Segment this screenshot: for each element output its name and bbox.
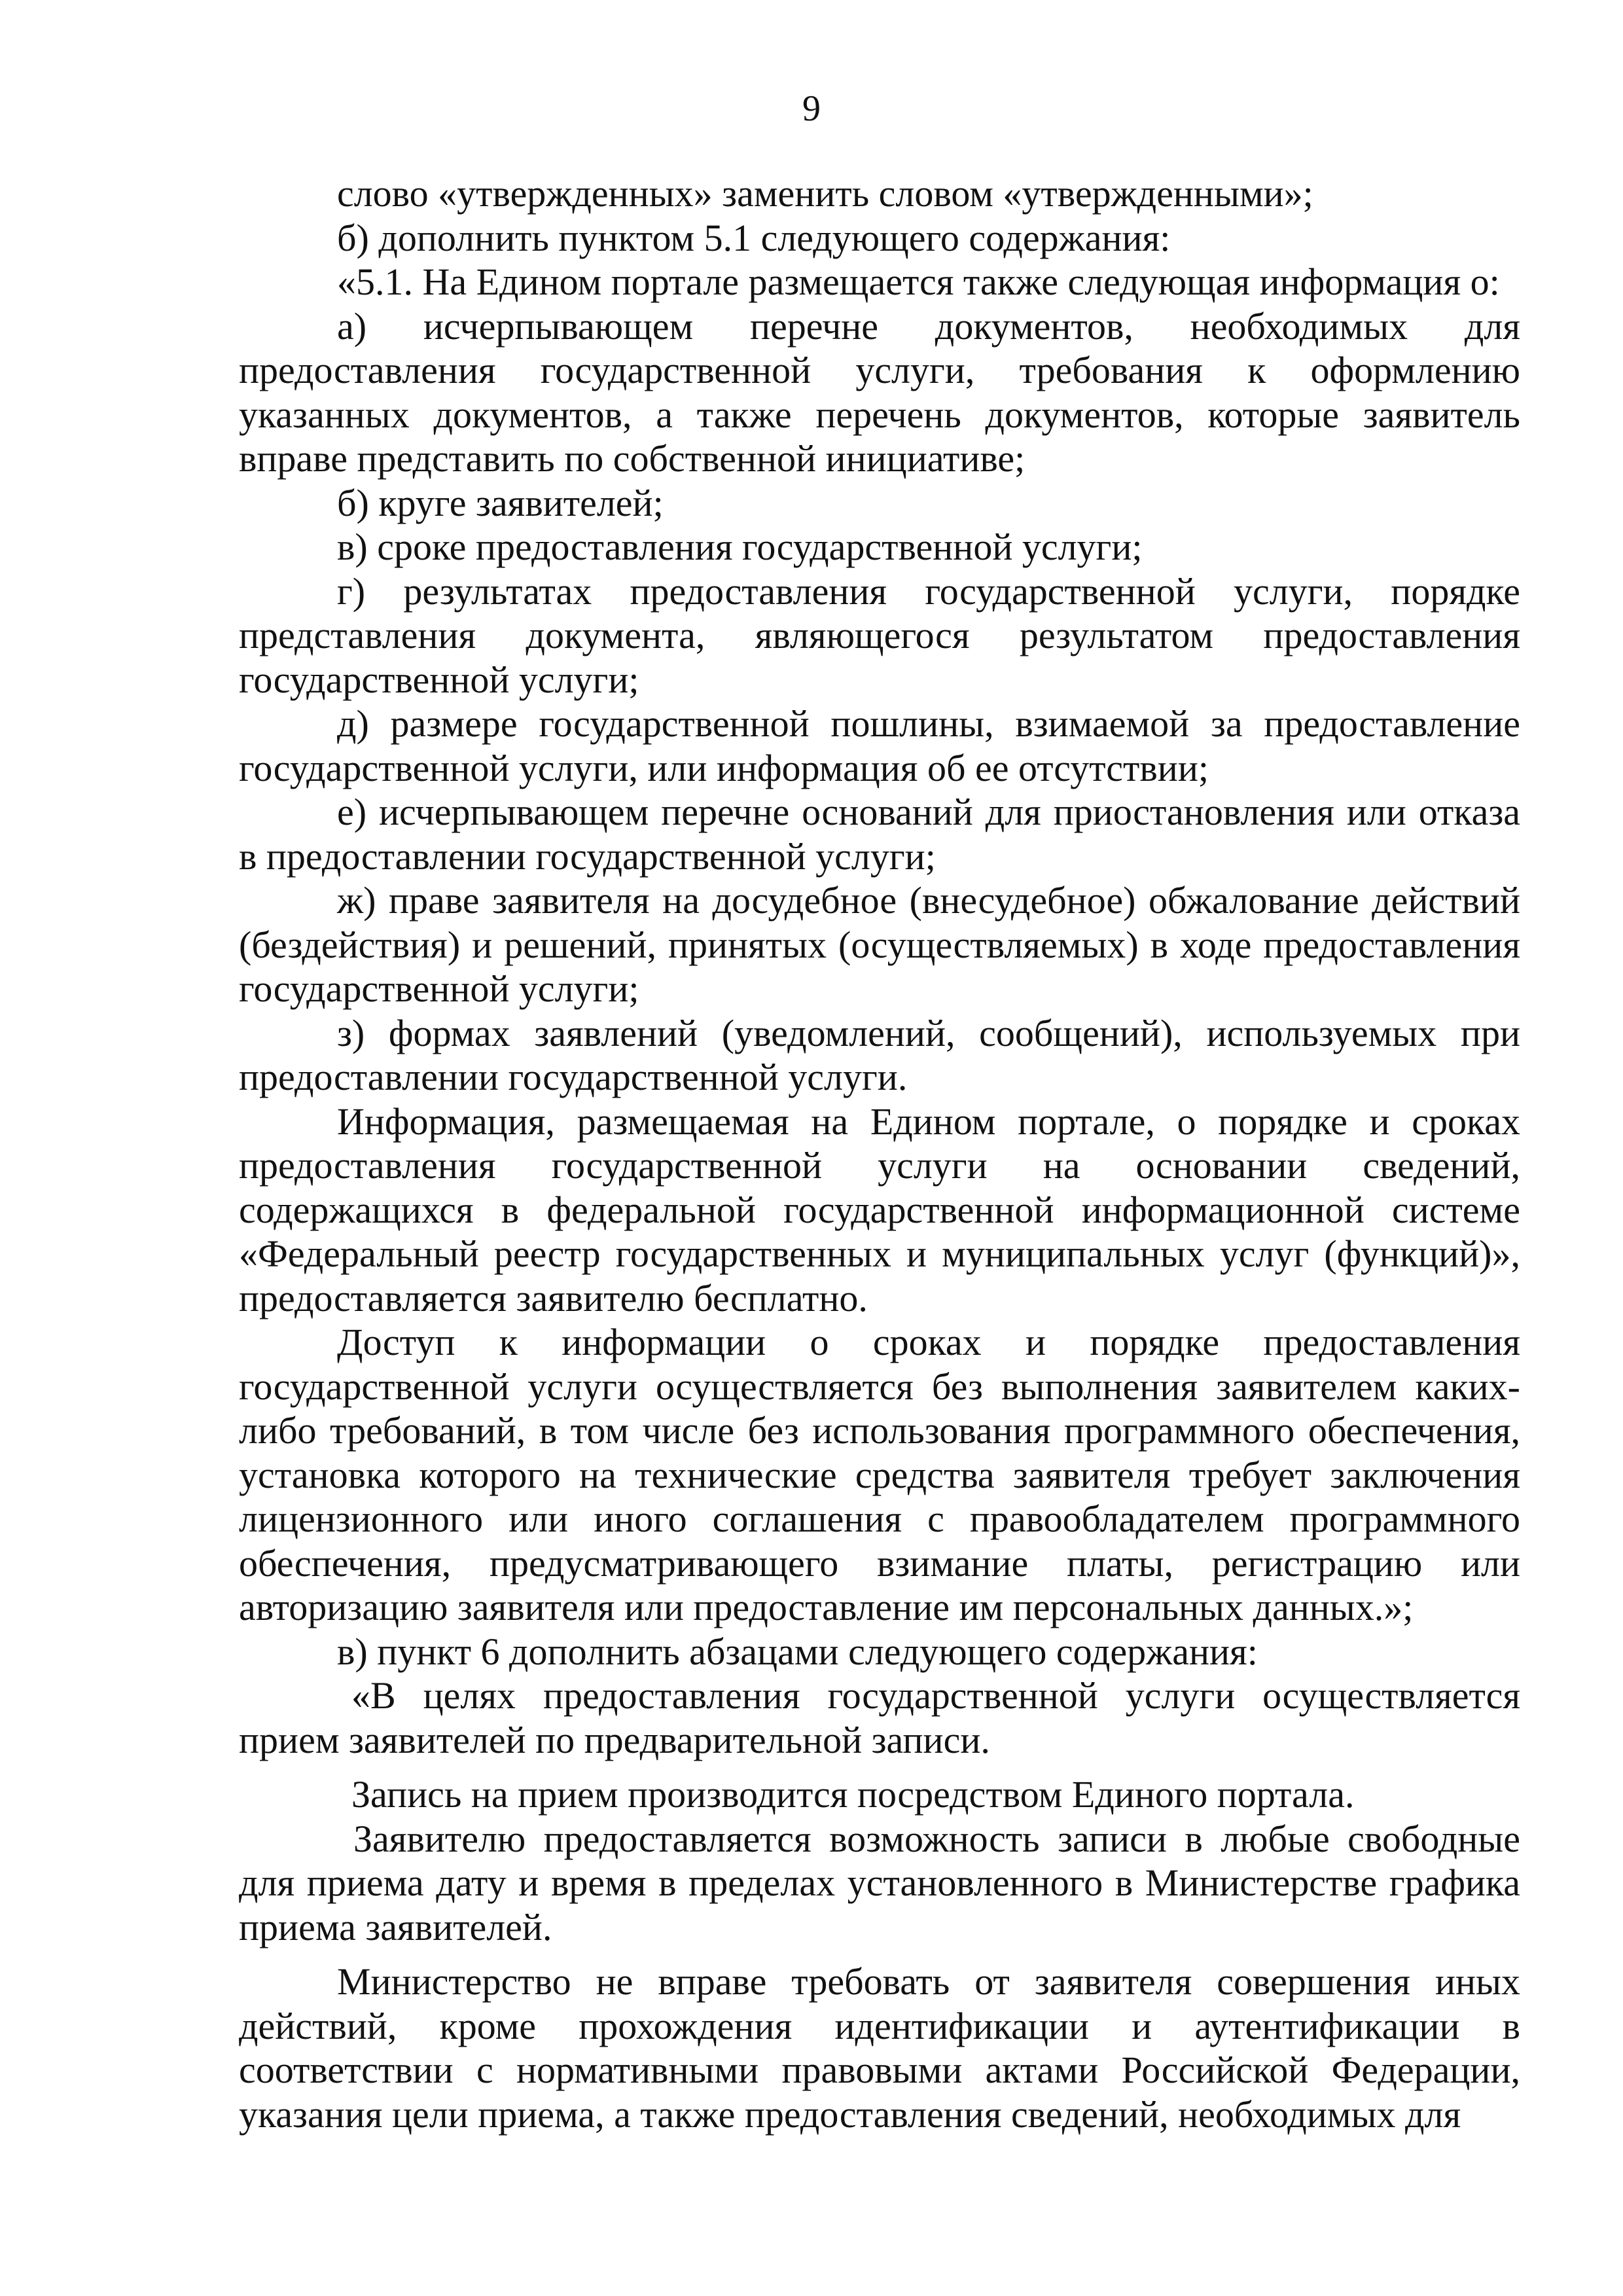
paragraph: ж) праве заявителя на досудебное (внесудебное) обжалование действий (бездействия) и решений, принятых (осуществляемых) в ходе предоставления государственной услуги;: [239, 879, 1520, 1010]
page-number: 9: [802, 88, 821, 129]
paragraph: в) пункт 6 дополнить абзацами следующего содержания:: [337, 1630, 1258, 1673]
paragraph: б) круге заявителей;: [337, 481, 664, 524]
paragraph: Запись на прием производится посредством Единого портала.: [351, 1773, 1355, 1816]
paragraph: слово «утвержденных» заменить словом «утвержденными»;: [337, 172, 1313, 215]
paragraph: «5.1. На Едином портале размещается также следующая информация о:: [337, 260, 1500, 303]
paragraph: «В целях предоставления государственной услуги осуществляется прием заявителей по предварительной записи.: [239, 1674, 1520, 1761]
paragraph: е) исчерпывающем перечне оснований для приостановления или отказа в предоставлении государственной услуги;: [239, 791, 1520, 878]
paragraph: Информация, размещаемая на Едином портале, о порядке и сроках предоставления государственной услуги на основании сведений, содержащихся в федеральной государственной информационной системе «Федеральный реестр государственных и муниципальных услуг (функций)», предоставляется заявителю бесплатно.: [239, 1100, 1520, 1319]
document-body: [239, 171, 1520, 2136]
paragraph: а) исчерпывающем перечне документов, необходимых для предоставления государственной услуги, требования к оформлению указанных документов, а также перечень документов, которые заявитель вправе представить по собственной инициативе;: [239, 304, 1520, 480]
paragraph: д) размере государственной пошлины, взимаемой за предоставление государственной услуги, или информация об ее отсутствии;: [239, 702, 1520, 789]
paragraph: б) дополнить пунктом 5.1 следующего содержания:: [337, 216, 1171, 259]
paragraph: Доступ к информации о сроках и порядке предоставления государственной услуги осуществляется без выполнения заявителем каких-либо требований, в том числе без использования программного обеспечения, установка которого на технические средства заявителя требует заключения лицензионного или иного соглашения с правообладателем программного обеспечения, предусматривающего взимание платы, регистрацию или авторизацию заявителя или предоставление им персональных данных.»;: [239, 1321, 1520, 1628]
paragraph: Заявителю предоставляется возможность записи в любые свободные для приема дату и время в пределах установленного в Министерстве графика приема заявителей.: [239, 1817, 1520, 1948]
paragraph: Министерство не вправе требовать от заявителя совершения иных действий, кроме прохождения идентификации и аутентификации в соответствии с нормативными правовыми актами Российской Федерации, указания цели приема, а также предоставления сведений, необходимых для: [239, 1960, 1520, 2136]
paragraph: в) сроке предоставления государственной услуги;: [337, 526, 1143, 568]
paragraph: г) результатах предоставления государственной услуги, порядке представления документа, являющегося результатом предоставления государственной услуги;: [239, 569, 1520, 701]
paragraph: з) формах заявлений (уведомлений, сообщений), используемых при предоставлении государственной услуги.: [239, 1011, 1520, 1098]
